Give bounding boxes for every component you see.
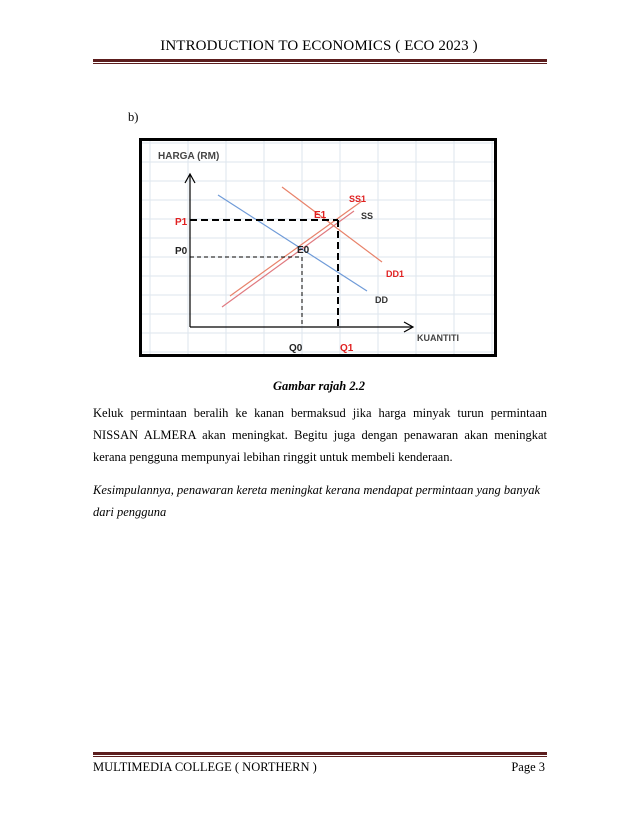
footer-divider <box>93 752 547 755</box>
header-divider <box>93 59 547 62</box>
figure-caption: Gambar rajah 2.2 <box>272 379 366 393</box>
x-axis-label: KUANTITI <box>417 333 459 343</box>
supply-demand-chart <box>142 141 494 354</box>
ss1-label: SS1 <box>349 194 367 204</box>
body-paragraph-2: Kesimpulannya, penawaran kereta meningkat kerana mendapat permintaan yang banyak dari pengguna <box>93 483 541 519</box>
footer-college-name: MULTIMEDIA COLLEGE ( NORTHERN ) <box>93 760 317 774</box>
section-label: b) <box>128 110 139 124</box>
q1-label: Q1 <box>340 343 354 354</box>
p0-label: P0 <box>175 246 188 257</box>
page-header-title: INTRODUCTION TO ECONOMICS ( ECO 2023 ) <box>160 38 478 54</box>
p1-label: P1 <box>175 217 188 228</box>
y-axis-label: HARGA (RM) <box>158 151 220 162</box>
q0-label: Q0 <box>289 343 303 354</box>
ss-label: SS <box>361 211 374 221</box>
dd-label: DD <box>375 295 388 305</box>
supply-demand-figure <box>139 138 497 357</box>
footer-divider-thin <box>93 756 547 757</box>
chart-grid <box>142 141 494 354</box>
dd1-label: DD1 <box>386 269 405 279</box>
dd-curve <box>218 195 367 291</box>
header-divider-thin <box>93 63 547 64</box>
footer-page-number: Page 3 <box>511 760 545 774</box>
e1-label: E1 <box>314 210 327 221</box>
body-paragraph-1: Keluk permintaan beralih ke kanan bermaksud jika harga minyak turun permintaan NISSAN ALMERA akan meningkat. Begitu juga dengan penawaran akan meningkat kerana pengguna mempunyai lebihan ringgit untuk membeli kenderaan. <box>93 406 547 464</box>
e0-label: E0 <box>297 245 310 256</box>
ss-curve <box>222 211 354 307</box>
